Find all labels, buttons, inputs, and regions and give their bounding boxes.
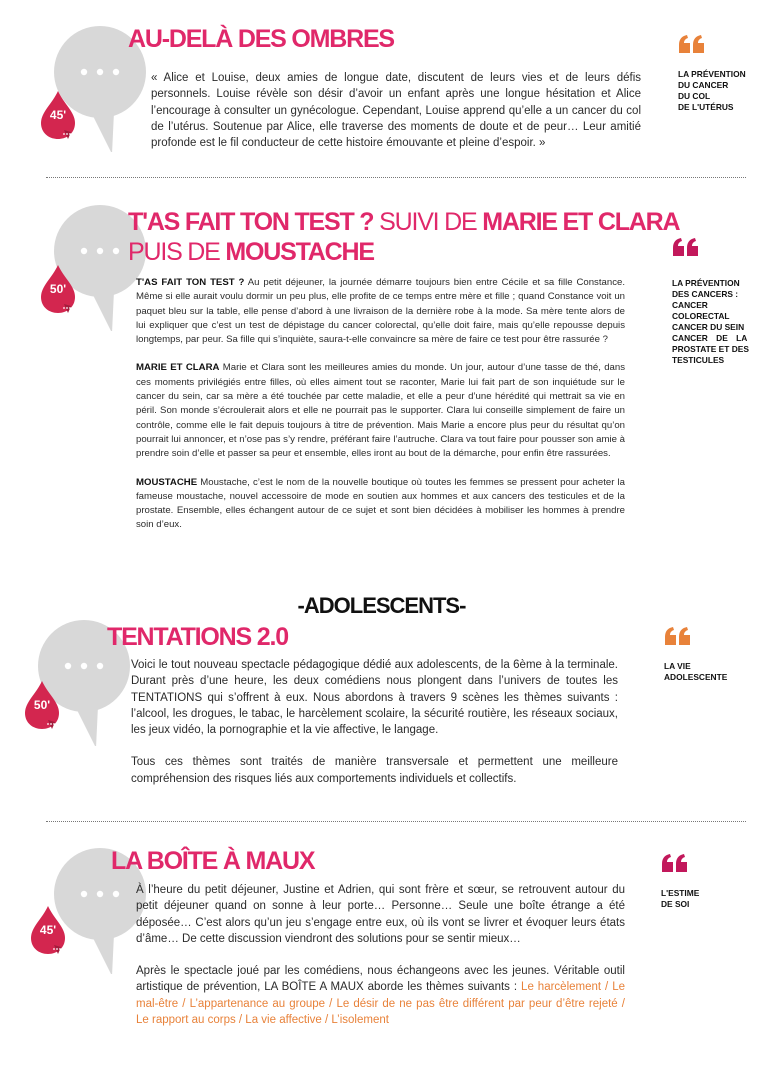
- duration-label: 45': [39, 923, 57, 937]
- section-description: [136, 882, 625, 1028]
- section-title: AU-DELÀ DES OMBRES: [128, 25, 394, 53]
- paragraph: Tous ces thèmes sont traités de manière transversale et permettent une meilleure compréhension des risques liés aux comportements individuels et collectifs.: [131, 756, 618, 785]
- duration-label: 50': [49, 282, 67, 296]
- duration-label: 45': [49, 108, 67, 122]
- duration-label: 50': [33, 698, 51, 712]
- theme-label: LA PRÉVENTION DES CANCERS : CANCER COLORECTAL CANCER DU SEIN CANCER DE LA PROSTATE ET DES TESTICULES: [672, 278, 749, 365]
- quote-icon: [678, 34, 706, 54]
- quote-icon: [661, 853, 689, 873]
- paragraph: Après le spectacle joué par les comédiens, nous échangeons avec les jeunes. Véritable outil artistique de prévention, LA BOÎTE A MAUX aborde les thèmes suivants : Le harcèlement / Le mal-être / L’appartenance au groupe / Le désir de ne pas être différent par peur d’être rejeté / Le rapport au corps / La vie affective / L’isolement: [136, 965, 625, 1027]
- duration-badge: [28, 905, 68, 955]
- duration-badge: [22, 680, 62, 730]
- theme-label: LA VIE ADOLESCENTE: [664, 661, 728, 682]
- themes-list: Le harcèlement / Le mal-être / L’appartenance au groupe / Le désir de ne pas être différent par peur d’être rejeté / Le rapport au corps / La vie affective / L’isolement: [136, 981, 625, 1027]
- section-description: « Alice et Louise, deux amies de longue date, discutent de leurs vies et de leurs défis personnels. Louise révèle son désir d’avoir un enfant après une longue hésitation et Alice l’encourage à consulter un gynécologue. Cependant, Louise apprend qu’elle a un cancer du col de l’utérus. Soutenue par Alice, elle traverse des moments de doute et de peur… Leur amitié profonde est le fil conducteur de cette histoire émouvante et pleine d’espoir. »: [151, 72, 641, 150]
- theme-label: L'ESTIME DE SOI: [661, 888, 700, 909]
- dotted-divider: [46, 821, 746, 822]
- quote-icon: [664, 626, 692, 646]
- section-title: T'AS FAIT TON TEST ? SUIVI DE MARIE ET CLARA PUIS DE MOUSTACHE: [128, 208, 680, 266]
- section-description: [136, 276, 625, 533]
- audience-heading: -ADOLESCENTS-: [297, 593, 466, 618]
- quote-icon: [672, 237, 700, 257]
- paragraph: T'AS FAIT TON TEST ? Au petit déjeuner, la journée démarre toujours bien entre Cécile et sa fille Constance. Même si elle aurait voulu dormir un peu plus, elle profite de ce temps entre mère et fille ; quand Constance voit un paquet bleu sur la table, elle pense d’abord à une livraison de la dernière robe à la mode. Sa mère tente alors de lui expliquer que c’est un test de dépistage du cancer colorectal, qu’elle doit faire, mais qu’elle repousse depuis longtemps, par peur. Sa fille qui s’inquiète, saura-t-elle convaincre sa mère de faire ce test pour être rassurée ?: [136, 277, 625, 346]
- paragraph: Voici le tout nouveau spectacle pédagogique dédié aux adolescents, de la 6ème à la terminale. Durant près d’une heure, les deux comédiens nous plongent dans l’univers de toutes les TENTATIONS qui s’offrent à eux. Nous abordons à travers 9 scènes les thèmes suivants : l’alcool, les drogues, le tabac, le harcèlement scolaire, la sécurité routière, les réseaux sociaux, les jeux vidéo, la pornographie et la vie affective, le langage.: [131, 659, 618, 737]
- section-title: TENTATIONS 2.0: [107, 623, 288, 651]
- section-description: [131, 657, 618, 787]
- dotted-divider: [46, 177, 746, 178]
- paragraph: MOUSTACHE Moustache, c’est le nom de la nouvelle boutique où toutes les femmes se pressent pour acheter la fameuse moustache, nouvel accessoire de mode en soutien aux hommes et aux cancers des testicules et de la prostate. Ensemble, elles échangent autour de ce sujet et sont bien décidées à mobiliser les hommes à prendre soin d’eux.: [136, 476, 625, 531]
- theme-label: LA PRÉVENTION DU CANCER DU COL DE L'UTÉRUS: [678, 69, 746, 112]
- duration-badge: [38, 90, 78, 140]
- section-title: LA BOÎTE À MAUX: [111, 847, 315, 875]
- paragraph: À l’heure du petit déjeuner, Justine et Adrien, qui sont frère et sœur, se retrouvent autour du petit déjeuner quand on sonne à leur porte… Personne… Seule une boîte étrange a été déposée… C’est alors qu’un jeu s’engage entre eux, où ils vont se livrer et évoquer leurs états d’âme… De cette discussion viendront des solutions pour se sentir mieux…: [136, 884, 625, 945]
- paragraph: MARIE ET CLARA Marie et Clara sont les meilleures amies du monde. Un jour, autour d’une tasse de thé, dans ces moments privilégiés entre filles, où elles aiment tout se raconter, Marie lui fait part de son inquiétude sur le cancer du sein, car sa mère a été touchée par cette maladie, et elle a peur d’une hérédité qui mettrait sa vie en péril. Son monde s’écroulerait alors et elle ne pourrait pas le supporter. Clara lui conseille simplement de faire un contrôle, comme elle le fait depuis toujours à titre de prévention. Mais Marie a encore plus peur du résultat qu’on pourrait lui annoncer, et n’ose pas s’y rendre, préférant faire l’autruche. Clara va tout faire pour pousser son amie à prendre soin d’elle et passer sa peur et ensemble, elles iront au bout de la démarche, pour enfin être rassurées.: [136, 362, 626, 460]
- duration-badge: [38, 264, 78, 314]
